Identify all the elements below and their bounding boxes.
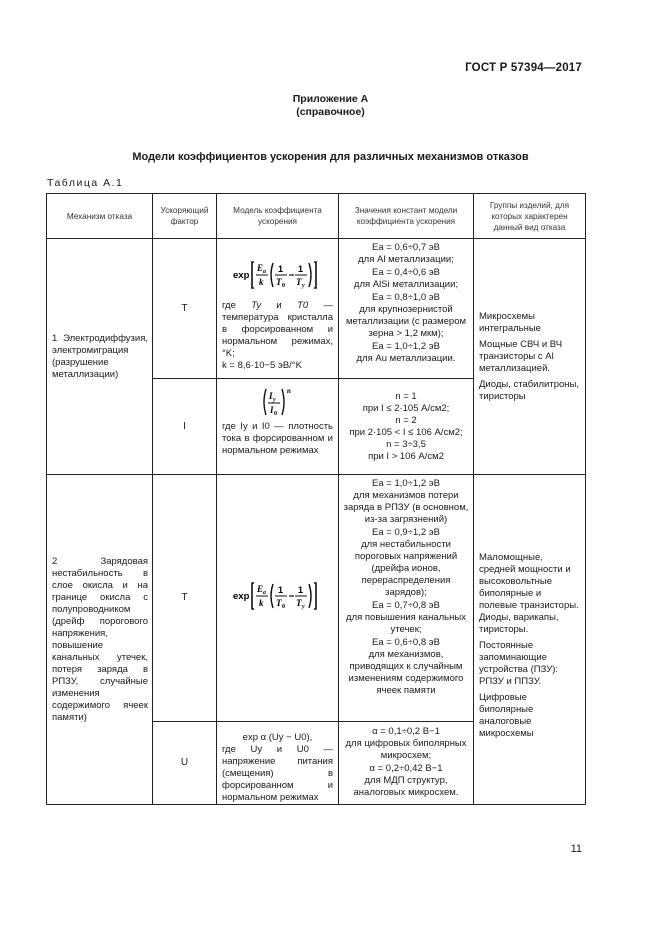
svg-text:n: n — [286, 387, 291, 395]
constant-group — [342, 763, 470, 799]
model-cell — [217, 379, 339, 475]
constant-group — [342, 600, 470, 636]
svg-text:exp: exp — [232, 270, 249, 281]
constants-cell — [339, 379, 474, 475]
header-factor: Ускоряющий фактор — [153, 194, 217, 239]
arrhenius-formula — [222, 579, 333, 617]
group-item: Диоды, стабилитроны, тиристоры — [479, 379, 579, 402]
constant-group — [342, 242, 470, 266]
svg-text:a: a — [262, 269, 266, 275]
group-item: Цифровые биполярные аналоговые микросхемы — [479, 691, 534, 739]
voltage-formula: exp α (Uy − U0), — [242, 732, 313, 743]
constant-note: для нестабильности пороговых напряжений (дрейфа ионов, перераспределения зарядов); — [354, 539, 458, 598]
current-density-formula-image — [258, 385, 298, 417]
constant-note: для Au металлизации. — [356, 353, 456, 364]
constant-value: Ea = 0,9÷1,2 эВ — [372, 527, 440, 538]
table-row — [47, 475, 586, 722]
constant-note: при 2·105 < I ≤ 106 А/см2; — [349, 426, 463, 438]
svg-text:T: T — [275, 598, 281, 608]
constant-value: n = 3÷3,5 — [386, 438, 426, 450]
factor-cell: T — [153, 475, 217, 722]
constant-value: n = 1 — [395, 390, 417, 402]
constant-group — [342, 267, 470, 291]
group-item: Маломощные, средней мощности и высоковольтные биполярные и полевые транзисторы. Диоды, варикапы, тиристоры. — [479, 551, 579, 635]
model-description: где Uy и U0 — напряжение питания (смещения) в форсированном и нормальном режимах — [222, 744, 333, 803]
mechanism-cell: 1 Электродиффузия, электромиграция (разрушение металлизации) — [47, 239, 153, 475]
group-item: Постоянные запоминающие устройства (ПЗУ): РПЗУ и ППЗУ. — [479, 639, 559, 687]
group-item: Мощные СВЧ и ВЧ транзисторы с Al металлизацией. — [479, 339, 563, 374]
table-header-row — [47, 194, 586, 239]
constant-group — [342, 478, 470, 526]
arrhenius-formula-image — [230, 258, 326, 292]
svg-text:0: 0 — [281, 283, 285, 289]
constant-note: для механизмов потери заряда в РПЗУ (в основном, из-за загрязнений) — [343, 490, 469, 525]
annex-heading — [0, 93, 661, 119]
svg-text:1: 1 — [297, 585, 303, 595]
constant-value: Ea = 0,6÷0,8 эВ — [372, 637, 440, 648]
groups-cell — [474, 239, 586, 475]
svg-text:k: k — [258, 277, 263, 287]
constant-group — [342, 527, 470, 599]
symbol-ty: Ty — [251, 300, 262, 311]
header-constants: Значения констант модели коэффициента ускорения — [339, 194, 474, 239]
acceleration-models-table — [46, 193, 586, 805]
table-caption: Таблица А.1 — [47, 177, 124, 189]
constant-value: Ea = 0,4÷0,6 эВ — [372, 267, 440, 278]
svg-text:E: E — [256, 263, 263, 273]
factor-cell: U — [153, 722, 217, 805]
group-item: Микросхемы интегральные — [479, 311, 541, 334]
constant-note: при I ≤ 2·105 А/см2; — [362, 402, 450, 414]
header-model: Модель коэффициента ускорения — [217, 194, 339, 239]
table-row — [47, 239, 586, 379]
desc-text: — температура кристалла в форсированном и нормальном режимах, °K; — [222, 300, 333, 359]
constant-value: α = 0,1÷0,2 В−1 — [372, 726, 440, 737]
svg-text:y: y — [272, 397, 276, 403]
constant-note: для Al металлизации; — [358, 254, 454, 265]
constants-cell — [339, 722, 474, 805]
header-mechanism: Механизм отказа — [47, 194, 153, 239]
constants-cell — [339, 475, 474, 722]
groups-cell — [474, 475, 586, 805]
constant-note: для МДП структур, аналоговых микросхем. — [353, 775, 459, 798]
annex-subtitle: (справочное) — [296, 106, 365, 118]
constant-value: n = 2 — [395, 414, 417, 426]
svg-text:I: I — [269, 405, 274, 415]
mechanism-cell: 2 Зарядовая нестабильность в слое окисла и на границе окисла с полупроводником (дрейф порогового напряжения, повышение канальных утечек, потеря заряда в РПЗУ, случайные изменения содержимого ячеек памяти) — [47, 475, 153, 805]
constant-group — [342, 637, 470, 697]
svg-text:T: T — [295, 598, 301, 608]
svg-text:1: 1 — [297, 264, 303, 274]
boltzmann-constant: k = 8,6·10−5 эВ/°K — [222, 360, 302, 371]
svg-text:k: k — [258, 598, 263, 608]
constant-value: Ea = 0,8÷1,0 эВ — [372, 292, 440, 303]
model-cell — [217, 239, 339, 379]
svg-text:0: 0 — [273, 411, 277, 417]
constant-group — [342, 341, 470, 365]
svg-text:a: a — [262, 590, 266, 596]
document-code: ГОСТ Р 57394—2017 — [465, 62, 582, 74]
current-density-formula — [222, 385, 333, 421]
factor-cell: I — [153, 379, 217, 475]
svg-text:I: I — [268, 391, 273, 401]
svg-text:y: y — [301, 283, 305, 289]
constant-note: при I > 106 А/см2 — [368, 450, 444, 462]
model-description — [222, 300, 333, 360]
constant-value: Ea = 1,0÷1,2 эВ — [372, 478, 440, 489]
arrhenius-formula-image — [230, 579, 326, 613]
header-groups: Группы изделий, для которых характерен данный вид отказа — [474, 194, 586, 239]
constant-group — [342, 292, 470, 340]
constant-note: для повышения канальных утечек; — [346, 612, 466, 635]
svg-text:exp: exp — [232, 591, 249, 602]
constant-group — [342, 726, 470, 762]
model-cell — [217, 475, 339, 722]
svg-text:T: T — [275, 277, 281, 287]
svg-text:T: T — [295, 277, 301, 287]
constant-note: для AlSi металлизации; — [353, 279, 459, 290]
svg-text:1: 1 — [277, 264, 283, 274]
arrhenius-formula — [222, 258, 333, 296]
annex-title: Приложение А — [292, 93, 369, 105]
factor-cell: T — [153, 239, 217, 379]
page-number: 11 — [570, 843, 582, 855]
constant-note: для механизмов, приводящих к случайным изменениям содержимого ячеек памяти — [348, 649, 464, 696]
desc-text: где — [222, 300, 252, 311]
constants-cell — [339, 239, 474, 379]
constant-value: Ea = 0,7÷0,8 эВ — [372, 600, 440, 611]
constant-note: для крупнозернистой металлизации (с размером зерна > 1,2 мкм); — [345, 304, 467, 339]
svg-text:0: 0 — [281, 604, 285, 610]
symbol-t0: T0 — [297, 300, 309, 311]
model-description: где Iy и I0 — плотность тока в форсированном и нормальном режимах — [222, 421, 333, 456]
svg-text:y: y — [301, 604, 305, 610]
constant-value: Ea = 1,0÷1,2 эВ — [372, 341, 440, 352]
svg-text:E: E — [256, 584, 263, 594]
desc-text: и — [261, 300, 298, 311]
section-title: Модели коэффициентов ускорения для различных механизмов отказов — [132, 151, 529, 163]
constant-value: Ea = 0,6÷0,7 эВ — [372, 242, 440, 253]
constant-value: α = 0,2÷0,42 В−1 — [369, 763, 443, 774]
model-cell — [217, 722, 339, 805]
svg-text:1: 1 — [277, 585, 283, 595]
constant-note: для цифровых биполярных микросхем; — [345, 738, 467, 761]
